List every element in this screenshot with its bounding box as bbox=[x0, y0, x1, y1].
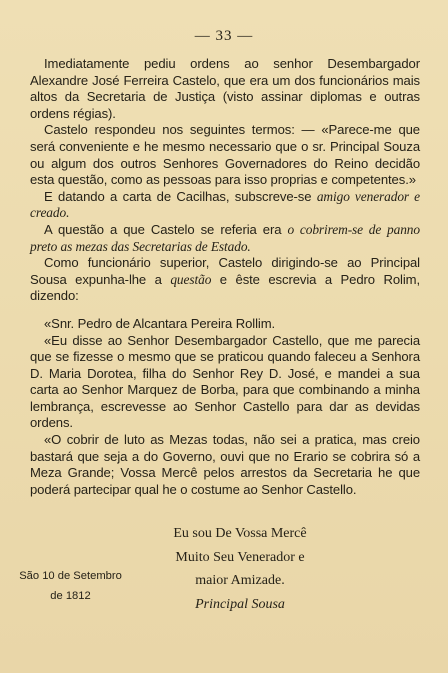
paragraph-5 bbox=[30, 255, 420, 305]
paragraph-4-text: A questão a que Castelo se referia era bbox=[44, 221, 288, 237]
paragraph-2: Castelo respondeu nos seguintes termos: — «Parece-me que será conveniente e he mesmo necessario que o sr. Principal Souza ou algum dos outros Senhores Governadores do Reino decidão esta questão, como as pessoas para isso proprias e competentes.» bbox=[30, 122, 420, 188]
paragraph-3-text: E datando a carta de Cacilhas, subscreve-se bbox=[44, 188, 317, 204]
letter-paragraph-2: «O cobrir de luto as Mezas todas, não sei a pratica, mas creio bastará que seja a do Governo, ouvi que no Erario se cobrira só a Meza Grande; Vossa Mercê pelos arrestos da Secretaria he que poderá partecipar qual he o costume ao Senhor Castello. bbox=[30, 432, 420, 497]
paragraph-5-text-end: e êste escrevia a Pedro Rolim, dizendo: bbox=[30, 271, 420, 304]
paragraph-5-text: Como funcionário superior, Castelo dirigindo-se ao Principal Sousa expunha-lhe a bbox=[30, 255, 420, 287]
paragraph-4 bbox=[30, 222, 420, 255]
paragraph-3-italic: amigo venerador e creado. bbox=[30, 188, 420, 221]
page-number: — 33 — bbox=[194, 28, 254, 44]
date-line-1: São 10 de Setembro bbox=[19, 570, 122, 582]
letter-salutation: «Snr. Pedro de Alcantara Pereira Rollim. bbox=[44, 315, 276, 331]
paragraph-3 bbox=[30, 189, 420, 222]
signature-name: Principal Sousa bbox=[195, 596, 285, 612]
letter-paragraph-1: «Eu disse ao Senhor Desembargador Castello, que me parecia que se fizesse o mesmo que se praticou quando faleceu a Senhora D. Maria Dorotea, filha do Senhor Rey D. José, e mandei a sua carta ao Senhor Marquez de Borba, para que combinando a minha lembrança, escrevesse ao Senhor Castello para dar as devidas ordens. bbox=[30, 332, 420, 431]
date-line-2: de 1812 bbox=[50, 590, 91, 602]
signature-block bbox=[150, 522, 330, 616]
letter-date bbox=[18, 566, 123, 606]
main-text bbox=[30, 56, 420, 498]
signature-line-1: Eu sou De Vossa Mercê bbox=[173, 526, 307, 541]
signature-line-2: Muito Seu Venerador e bbox=[175, 549, 305, 565]
paragraph-4-italic: o cobrirem-se de panno preto as mezas das Secretarias de Estado. bbox=[30, 221, 420, 254]
paragraph-1: Imediatamente pediu ordens ao senhor Desembargador Alexandre José Ferreira Castelo, que era um dos funcionários mais altos da Secretaria de Justiça (visto assinar diplomas e outras ordens régias). bbox=[30, 56, 420, 121]
signature-line-3: maior Amizade. bbox=[195, 573, 285, 588]
paragraph-5-italic: questão bbox=[170, 271, 212, 287]
